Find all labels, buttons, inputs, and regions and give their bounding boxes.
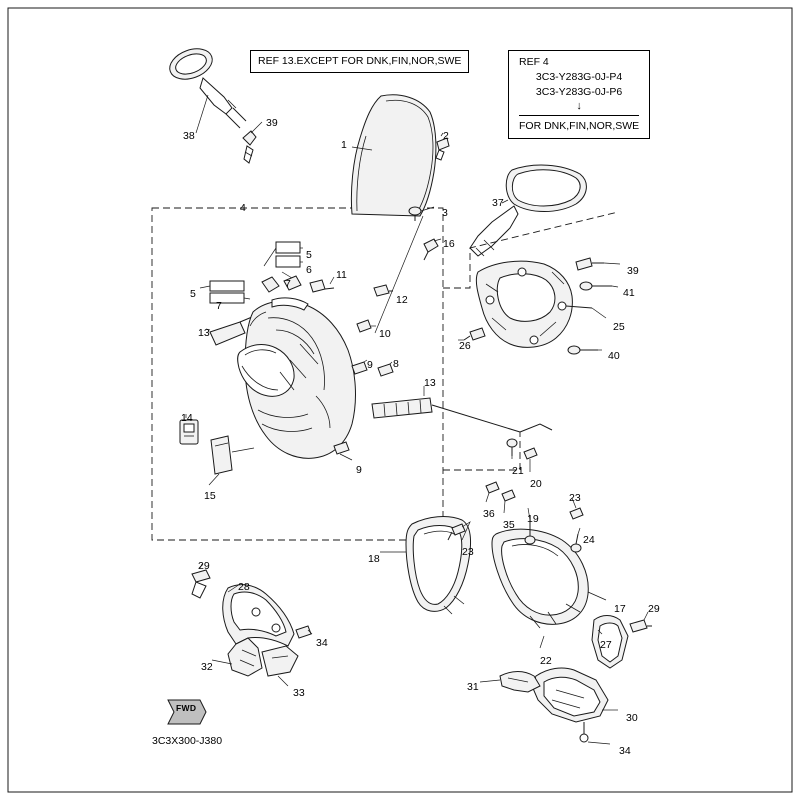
- callout-number: 2: [443, 130, 449, 142]
- callout-number: 33: [293, 687, 305, 699]
- callout-number: 28: [238, 581, 250, 593]
- callout-number: 39: [627, 265, 639, 277]
- callout-number: 29: [648, 603, 660, 615]
- callout-number: 4: [240, 202, 246, 214]
- callout-number: 10: [379, 328, 391, 340]
- callout-number: 12: [396, 294, 408, 306]
- callout-number: 13: [198, 327, 210, 339]
- note-ref4-market: FOR DNK,FIN,NOR,SWE: [519, 115, 639, 134]
- note-ref4-title: REF 4: [519, 56, 549, 68]
- callout-number: 14: [181, 412, 193, 424]
- callout-number: 6: [306, 264, 312, 276]
- note-ref4-arrow: ↓: [576, 99, 582, 112]
- callout-number: 35: [503, 519, 515, 531]
- callout-number: 34: [316, 637, 328, 649]
- callout-number: 27: [600, 639, 612, 651]
- callout-number: 34: [619, 745, 631, 757]
- callout-number: 11: [336, 269, 347, 281]
- callout-number: 9: [356, 464, 362, 476]
- note-ref4-code-1: 3C3-Y283G-0J-P4: [535, 71, 623, 84]
- callout-number: 31: [467, 681, 479, 693]
- callout-number: 15: [204, 490, 216, 502]
- callout-number: 23: [569, 492, 581, 504]
- callout-number: 37: [492, 197, 504, 209]
- callout-number: 5: [190, 288, 196, 300]
- callout-number: 32: [201, 661, 213, 673]
- callout-number: 5: [306, 249, 312, 261]
- callout-number: 40: [608, 350, 620, 362]
- callout-number: 13: [424, 377, 436, 389]
- callout-number: 18: [368, 553, 380, 565]
- callout-number: 8: [393, 358, 399, 370]
- note-ref13: REF 13.EXCEPT FOR DNK,FIN,NOR,SWE: [250, 50, 469, 73]
- callout-number: 26: [459, 340, 471, 352]
- callout-number: 39: [266, 117, 278, 129]
- callout-number: 36: [483, 508, 495, 520]
- callout-number: 29: [198, 560, 210, 572]
- callout-number: 24: [583, 534, 595, 546]
- callout-number: 3: [442, 207, 448, 219]
- note-ref4: [508, 50, 650, 139]
- callout-number: 19: [527, 513, 539, 525]
- callout-number: 23: [462, 546, 474, 558]
- callout-number: 16: [443, 238, 455, 250]
- callout-number: 7: [216, 300, 222, 312]
- callout-number: 20: [530, 478, 542, 490]
- callout-number: 25: [613, 321, 625, 333]
- callout-number: 30: [626, 712, 638, 724]
- callout-number: 1: [341, 139, 347, 151]
- fwd-arrow-label: FWD: [176, 703, 197, 713]
- callout-number: 9: [367, 359, 373, 371]
- callout-number: 41: [623, 287, 635, 299]
- callout-number: 38: [183, 130, 195, 142]
- callout-number: 7: [285, 278, 291, 290]
- note-ref4-code-2: 3C3-Y283G-0J-P6: [535, 86, 623, 99]
- callout-number: 22: [540, 655, 552, 667]
- callout-number: 17: [614, 603, 626, 615]
- drawing-number: 3C3X300-J380: [152, 735, 223, 747]
- callout-number: 21: [512, 465, 524, 477]
